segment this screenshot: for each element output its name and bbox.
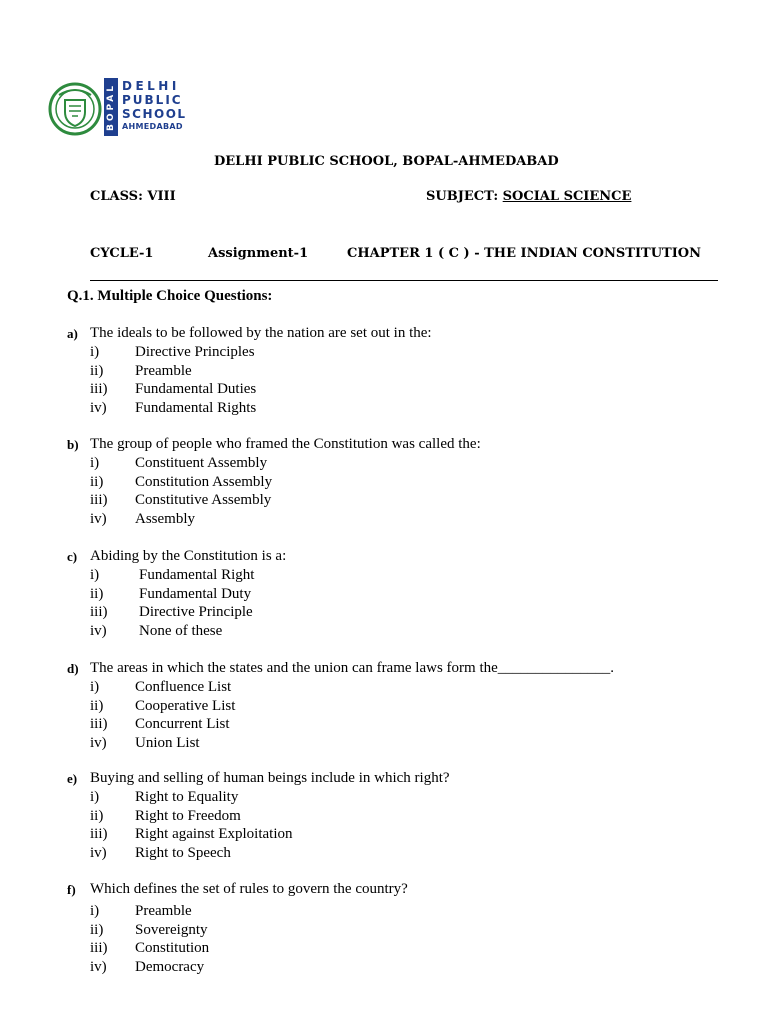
option-number: ii) (90, 585, 104, 602)
option-text: Concurrent List (135, 716, 230, 733)
option-number: iii) (90, 716, 108, 733)
assignment-label: Assignment-1 (208, 246, 309, 261)
option-number: iii) (90, 492, 108, 509)
question-text: Buying and selling of human beings include in which right? (90, 770, 450, 786)
option-text: Constitutive Assembly (135, 492, 272, 509)
option-number: iii) (90, 940, 108, 957)
option-text: Fundamental Duties (135, 381, 257, 398)
option-number: iv) (90, 510, 107, 527)
option-number: ii) (90, 807, 104, 824)
option-number: ii) (90, 362, 104, 379)
option-number: i) (90, 344, 100, 360)
question-text: Which defines the set of rules to govern the country? (90, 881, 408, 897)
question-letter: c) (67, 549, 78, 564)
header-divider (90, 280, 718, 281)
option-text: Right to Speech (135, 844, 231, 861)
option-text: Right against Exploitation (135, 826, 293, 843)
option-number: i) (90, 903, 100, 919)
option-number: i) (90, 567, 100, 583)
question-letter: a) (67, 326, 78, 341)
option-text: Fundamental Duty (139, 585, 252, 602)
option-text: Fundamental Right (139, 567, 255, 583)
option-text: Assembly (135, 510, 195, 527)
question-letter: b) (67, 437, 79, 452)
question-text: The areas in which the states and the union can frame laws form the_______________. (90, 660, 615, 676)
question-letter: d) (67, 661, 79, 676)
cycle-label: CYCLE-1 (90, 246, 154, 261)
option-text: Sovereignty (135, 921, 208, 938)
option-text: Fundamental Rights (135, 399, 257, 416)
question-letter: f) (67, 882, 76, 897)
school-logo (48, 78, 198, 138)
option-number: iv) (90, 622, 107, 639)
option-text: Constitution (135, 940, 210, 957)
option-text: Directive Principle (139, 604, 253, 621)
question-text: The ideals to be followed by the nation are set out in the: (90, 325, 432, 341)
logo-line-delhi: DELHI (122, 79, 180, 93)
option-number: iii) (90, 604, 108, 621)
option-text: Right to Equality (135, 789, 239, 805)
option-number: iv) (90, 844, 107, 861)
option-text: Directive Principles (135, 344, 255, 360)
option-text: Cooperative List (135, 697, 236, 714)
subject-heading (426, 189, 631, 204)
option-number: ii) (90, 921, 104, 938)
option-text: Constitution Assembly (135, 473, 273, 490)
question-letter: e) (67, 771, 78, 786)
option-text: Union List (135, 734, 200, 751)
bopal-label: BOPAL (106, 83, 116, 131)
logo-line-public: PUBLIC (122, 93, 183, 107)
section-title: Q.1. Multiple Choice Questions: (67, 288, 273, 304)
bopal-vertical-bar (104, 78, 118, 136)
option-number: ii) (90, 473, 104, 490)
option-number: iii) (90, 826, 108, 843)
option-text: Preamble (135, 362, 192, 379)
option-text: Preamble (135, 903, 192, 919)
chapter-title: CHAPTER 1 ( C ) - THE INDIAN CONSTITUTION (347, 246, 701, 261)
question-text: The group of people who framed the Constitution was called the: (90, 436, 481, 452)
option-number: i) (90, 789, 100, 805)
option-number: iv) (90, 958, 107, 975)
option-text: Constituent Assembly (135, 455, 268, 471)
option-text: Confluence List (135, 679, 232, 695)
option-number: ii) (90, 697, 104, 714)
logo-line-school: SCHOOL (122, 107, 187, 121)
option-text: Right to Freedom (135, 807, 241, 824)
subject-label: SUBJECT: (426, 189, 499, 204)
option-number: iv) (90, 399, 107, 416)
option-number: i) (90, 679, 100, 695)
option-number: iv) (90, 734, 107, 751)
school-title: DELHI PUBLIC SCHOOL, BOPAL-AHMEDABAD (214, 154, 559, 169)
option-text: Democracy (135, 958, 205, 975)
subject-value: SOCIAL SCIENCE (502, 189, 632, 204)
option-text: None of these (139, 622, 223, 639)
school-crest-icon (48, 82, 102, 136)
option-number: iii) (90, 381, 108, 398)
logo-line-city: AHMEDABAD (122, 122, 183, 131)
option-number: i) (90, 455, 100, 471)
class-label: CLASS: VIII (90, 189, 176, 204)
question-text: Abiding by the Constitution is a: (90, 548, 287, 564)
